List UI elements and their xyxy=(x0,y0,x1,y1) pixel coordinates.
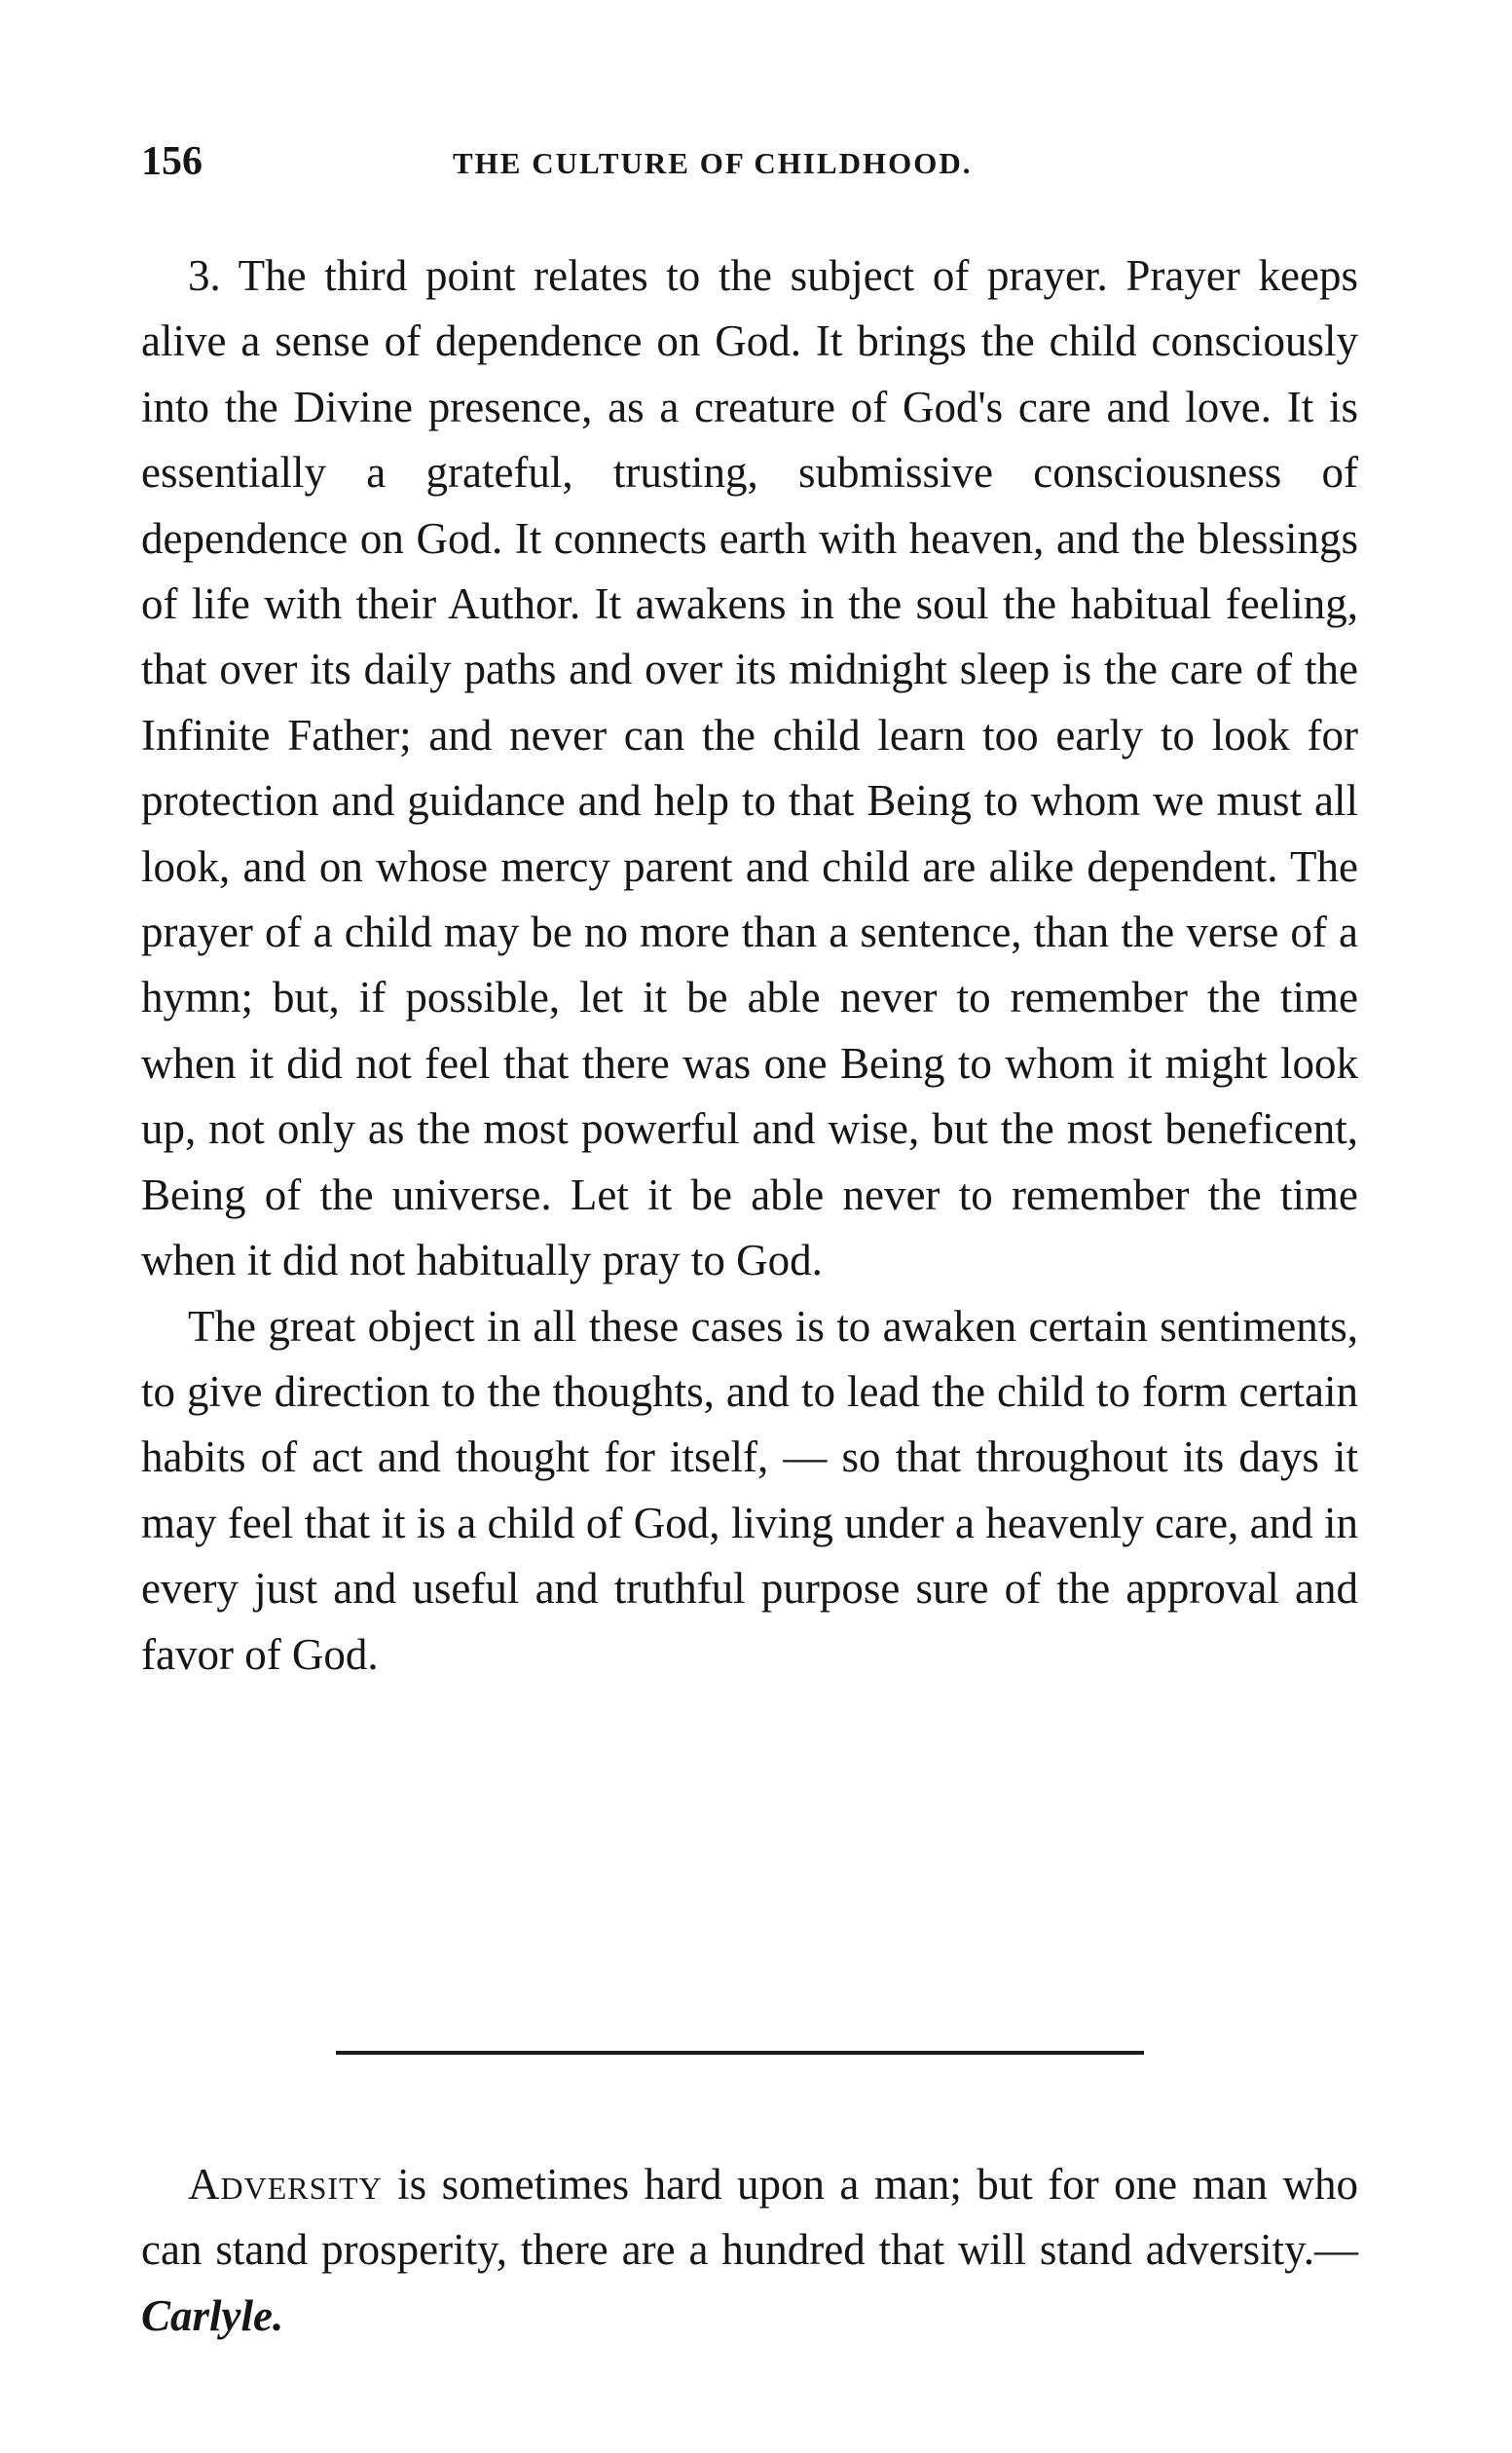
running-title: THE CULTURE OF CHILDHOOD. xyxy=(453,146,973,180)
paragraph-great-object: The great object in all these cases is to awaken certain sentiments, to give direction to the thoughts, and to lead the child to form certain habits of act and thought for itself, — so that throughout its days it may feel that it is a child of God, living under a heavenly care, and in every just and useful and truthful purpose sure of the approval and favor of God. xyxy=(141,1301,1358,1679)
paragraph-prayer: 3. The third point relates to the subject of prayer. Prayer keeps alive a sense of dependence on God. It brings the child consciously into the Divine presence, as a creature of God's care and love. It is essentially a grateful, trusting, submissive consciousness of dependence on God. It connects earth with heaven, and the blessings of life with their Author. It awakens in the soul the habitual feeling, that over its daily paths and over its midnight sleep is the care of the Infinite Father; and never can the child learn too early to look for protection and guidance and help to that Being to whom we must all look, and on whose mercy parent and child are alike dependent. The prayer of a child may be no more than a sentence, than the verse of a hymn; but, if possible, let it be able never to remember the time when it did not feel that there was one Being to whom it might look up, not only as the most powerful and wise, but the most beneficent, Being of the universe. Let it be able never to remember the time when it did not habitually pray to God. xyxy=(141,251,1358,1285)
adversity-quote xyxy=(141,2152,1358,2349)
page-number: 156 xyxy=(141,139,203,184)
quote-attribution: Carlyle. xyxy=(141,2290,284,2340)
quote-text: is sometimes hard upon a man; but for one man who can stand prosperity, there are a hundred that will stand adversity.— xyxy=(141,2160,1358,2275)
section-divider xyxy=(336,2051,1144,2055)
body-text xyxy=(141,243,1358,1688)
running-head xyxy=(141,138,1358,197)
quote-lead-word: Adversity xyxy=(188,2160,383,2209)
